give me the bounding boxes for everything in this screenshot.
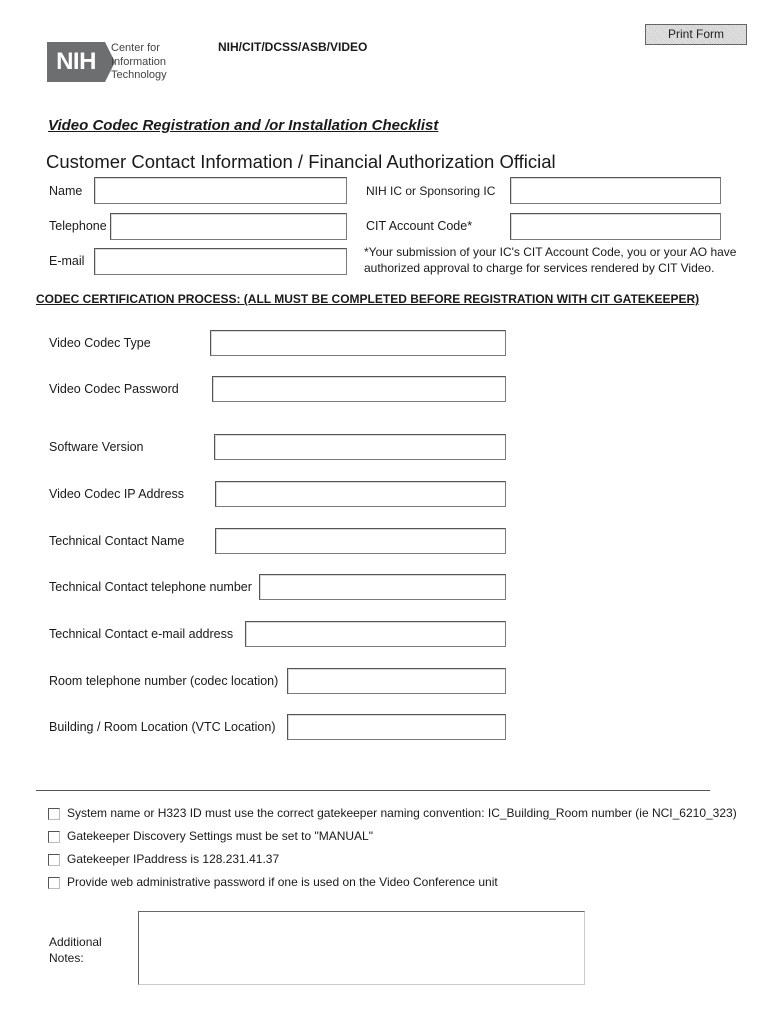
logo-line-2: Information [111,55,167,68]
email-field[interactable] [94,248,347,275]
gatekeeper-naming-label: System name or H323 ID must use the correct gatekeeper naming convention: IC_Building_Room number (ie NCI_6210_323) [67,806,737,820]
web-admin-password-label: Provide web administrative password if one is used on the Video Conference unit [67,875,498,889]
print-form-button[interactable]: Print Form [645,24,747,45]
name-field[interactable] [94,177,347,204]
notes-label-line-2: Notes: [49,951,84,965]
nih-logo-mark: NIH [56,48,96,75]
room-phone-label: Room telephone number (codec location) [49,674,279,688]
gatekeeper-naming-checkbox[interactable] [48,808,60,820]
building-room-field[interactable] [287,714,506,740]
tech-contact-phone-field[interactable] [259,574,506,600]
codec-certification-heading: CODEC CERTIFICATION PROCESS: (ALL MUST BE COMPLETED BEFORE REGISTRATION WITH CIT GATEKEEPER) [36,292,700,306]
nih-ic-label: NIH IC or Sponsoring IC [366,184,496,198]
telephone-label: Telephone [49,219,107,233]
cit-account-field[interactable] [510,213,721,240]
cit-account-label: CIT Account Code* [366,219,473,233]
gatekeeper-ip-checkbox[interactable] [48,854,60,866]
account-code-note: *Your submission of your IC's CIT Account Code, you or your AO have authorized approval to charge for services rendered by CIT Video. [364,245,737,275]
building-room-label: Building / Room Location (VTC Location) [49,720,276,734]
name-label: Name [49,184,83,198]
nih-ic-field[interactable] [510,177,721,204]
additional-notes-label [49,934,102,966]
codec-ip-label: Video Codec IP Address [49,487,185,501]
email-label: E-mail [49,254,85,268]
tech-contact-email-field[interactable] [245,621,506,647]
notes-label-line-1: Additional [49,935,102,949]
logo-text [111,42,167,83]
web-admin-password-checkbox[interactable] [48,877,60,889]
software-version-field[interactable] [214,434,506,460]
logo-line-3: Technology [111,69,167,81]
telephone-field[interactable] [110,213,347,240]
discovery-manual-checkbox[interactable] [48,831,60,843]
room-phone-field[interactable] [287,668,506,694]
logo-line-1: Center for [111,42,160,54]
section-title: Customer Contact Information / Financial Authorization Official [46,151,556,172]
tech-contact-name-label: Technical Contact Name [49,534,185,548]
header-code: NIH/CIT/DCSS/ASB/VIDEO [218,40,368,54]
codec-password-label: Video Codec Password [49,382,179,396]
codec-password-field[interactable] [212,376,506,402]
tech-contact-phone-label: Technical Contact telephone number [49,580,252,594]
tech-contact-name-field[interactable] [215,528,506,554]
discovery-manual-label: Gatekeeper Discovery Settings must be set to "MANUAL" [67,829,373,843]
tech-contact-email-label: Technical Contact e-mail address [49,627,234,641]
document-title: Video Codec Registration and /or Installation Checklist [48,117,439,134]
gatekeeper-ip-label: Gatekeeper IPaddress is 128.231.41.37 [67,852,280,866]
additional-notes-field[interactable] [138,911,585,985]
nih-logo [47,42,105,82]
divider-line [36,790,710,791]
software-version-label: Software Version [49,440,144,454]
codec-ip-field[interactable] [215,481,506,507]
codec-type-label: Video Codec Type [49,336,151,350]
codec-type-field[interactable] [210,330,506,356]
